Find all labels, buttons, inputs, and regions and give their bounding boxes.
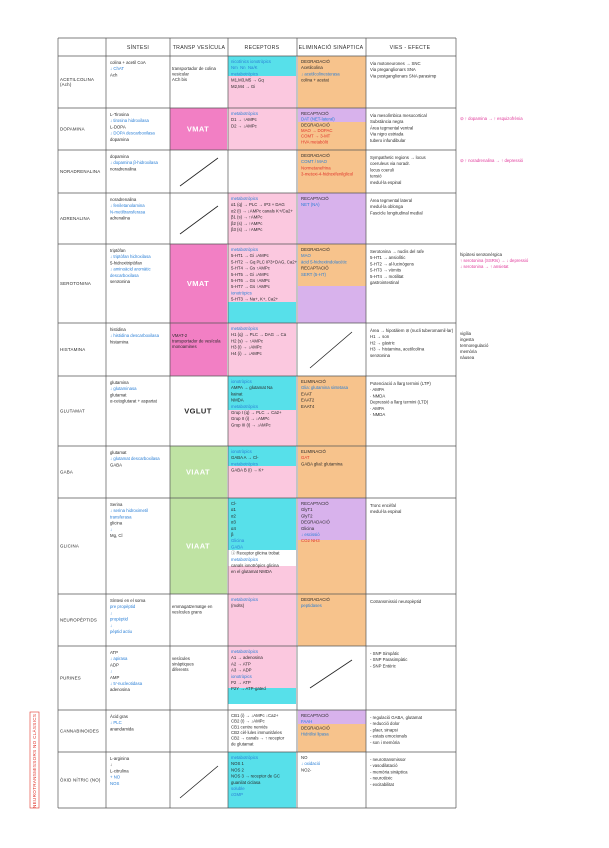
cell-line-notes: nàusea bbox=[460, 355, 475, 360]
transport-line: ACh bis bbox=[172, 76, 188, 82]
cell-line-receptors: Grup II (i) → ↓AMPc bbox=[231, 416, 270, 422]
cell-line-sintesi: propèptid bbox=[110, 616, 128, 622]
cell-line-effects: medul·la espinal bbox=[370, 179, 402, 185]
cell-line-notes: ⊘ ↑ dopamina → ↑ esquizofrènia bbox=[460, 116, 523, 121]
row-name: ACETILCOLINA bbox=[60, 76, 95, 82]
cell-line-elimination: Acetilcolina bbox=[301, 65, 323, 71]
cell-line-notes: memòria bbox=[460, 349, 477, 354]
cell-line-receptors: H1 (q) → PLC → DAG → Ca bbox=[231, 332, 287, 338]
cell-line-receptors: 5-HT4 → Gs ↑AMPc bbox=[231, 265, 270, 271]
cell-line-effects: - regulació GABA, glutamat bbox=[370, 715, 423, 720]
transport-label: VGLUT bbox=[184, 406, 212, 416]
cell-line-effects: - son i memòria bbox=[370, 739, 400, 745]
cell-line-effects: Potenciació a llarg termini (LTP) bbox=[370, 381, 431, 386]
cell-line-elimination: DEGRADACIÓ bbox=[301, 519, 330, 525]
cell-line-sintesi: ↓ dopamina β-hidroxilasa bbox=[110, 160, 158, 166]
cell-line-elimination: CO2 NH3 bbox=[301, 538, 320, 544]
cell-line-effects: H1 → son bbox=[370, 334, 390, 340]
cell-line-effects: - vasodilatació bbox=[370, 763, 398, 769]
transport-line: vesicular bbox=[172, 71, 189, 77]
cell-line-effects: · NMDA bbox=[370, 412, 386, 417]
cell-line-receptors: α1 bbox=[231, 507, 236, 513]
cell-line-notes: ⊘ ↑ noradrenalina → ↑ depressió bbox=[460, 158, 524, 163]
cell-line-receptors: A2 → ATP bbox=[231, 661, 251, 667]
cell-line-effects: Àrea tegmental ventral bbox=[370, 125, 414, 131]
cell-line-effects: medul·la oblonga bbox=[370, 204, 403, 210]
cell-line-receptors: metabotròpics bbox=[231, 461, 258, 467]
cell-line-receptors: 5-HT3 → Na+, K+, Ca2+ bbox=[231, 296, 279, 302]
cell-line-sintesi: colina + acetil CoA bbox=[110, 60, 146, 65]
cell-line-sintesi: histidina bbox=[110, 327, 126, 332]
cell-line-elimination: GABA glial: glutamina bbox=[301, 461, 343, 467]
cell-line-receptors: CB1 (i) → ↓AMPc ↓Ca2+ bbox=[231, 713, 279, 718]
transport-line: diferents bbox=[172, 666, 189, 672]
cell-line-elimination: DEGRADACIÓ bbox=[301, 59, 330, 64]
transport-line: vesícules grans bbox=[172, 609, 202, 615]
cell-line-elimination: EAAT2 bbox=[301, 397, 315, 403]
cell-line-receptors: H3 (i) → ↓AMPc bbox=[231, 344, 262, 350]
cell-line-receptors: GABA A → Cl- bbox=[231, 455, 259, 461]
cell-line-sintesi: transferasa bbox=[110, 514, 132, 520]
row-name: HISTAMINA bbox=[60, 347, 86, 352]
cell-line-receptors: 5-HT5 → Gi ↓AMPc bbox=[231, 271, 269, 277]
cell-line-receptors: β1 (s) → ↑AMPc bbox=[231, 214, 263, 220]
cell-line-receptors: guanilat ciclasa bbox=[231, 779, 261, 785]
cell-line-notes: ingesta bbox=[460, 337, 474, 342]
row-name: GLICINA bbox=[60, 543, 79, 549]
cell-line-elimination: Hidròlisi lipasa bbox=[301, 731, 329, 737]
cell-line-effects: Serotonina → nuclis del rafe bbox=[370, 249, 424, 254]
cell-line-sintesi: ↓ triptòfan hidroxilasa bbox=[110, 254, 151, 260]
cell-line-receptors: 5-HT7 → Gs ↑AMPc bbox=[231, 284, 270, 290]
cell-line-sintesi: AMP bbox=[110, 674, 120, 680]
cell-line-sintesi: + NO bbox=[110, 774, 121, 780]
cell-line-receptors: 5-HT1 → Gi ↓AMPc bbox=[231, 253, 269, 259]
row-name: GABA bbox=[60, 469, 74, 475]
cell-line-effects: - SNP Parasimpàtic bbox=[370, 657, 408, 663]
cell-line-sintesi: pre propèptid bbox=[110, 604, 136, 610]
cell-line-elimination: MAO bbox=[301, 253, 311, 259]
cell-line-receptors: NOS 3 → receptor de GC bbox=[231, 773, 280, 779]
cell-line-sintesi: ↓ bbox=[110, 610, 113, 616]
cell-line-elimination: DEGRADACIÓ bbox=[301, 153, 330, 158]
cell-line-sintesi: dopamina bbox=[110, 136, 129, 142]
cell-line-elimination: ELIMINACIÓ bbox=[301, 449, 326, 454]
fill-5ht-receptor-ion bbox=[228, 302, 296, 323]
cell-line-sintesi: Mg, Cl bbox=[110, 533, 123, 538]
cell-line-notes: vigília bbox=[460, 331, 471, 336]
cell-line-elimination: RECAPTACIÓ bbox=[301, 111, 329, 116]
cell-line-receptors: α3 bbox=[231, 519, 236, 525]
cell-line-receptors: D1 → ↑AMPc bbox=[231, 117, 257, 123]
cell-line-sintesi: noradrenalina bbox=[110, 197, 137, 202]
cell-line-receptors: D2 → ↓AMPc bbox=[231, 123, 257, 129]
cell-line-receptors: soluble bbox=[231, 786, 245, 791]
cell-line-elimination: peptidases bbox=[301, 603, 322, 609]
cell-line-effects: - reducció dolor bbox=[370, 721, 400, 727]
cell-line-effects: · AMPA bbox=[370, 405, 385, 411]
cell-line-receptors: ionotròpics bbox=[231, 379, 252, 384]
cell-line-sintesi: descarboxilasa bbox=[110, 272, 139, 278]
transport-line: VMAT-2 bbox=[172, 333, 188, 338]
column-header: ELIMINACIÓ SINÀPTICA bbox=[298, 45, 364, 51]
cell-line-receptors: NOS 2 bbox=[231, 767, 244, 773]
cell-line-effects: Via preganglionars SNA bbox=[370, 67, 416, 73]
cell-line-effects: 5-HT4 → motilitat bbox=[370, 273, 404, 279]
row-name: ADRENALINA bbox=[60, 216, 91, 221]
cell-line-elimination: 3-metoxi-4-hidroxifenilglicol bbox=[301, 171, 354, 177]
cell-line-elimination: EAAT bbox=[301, 391, 312, 397]
cell-line-elimination: RECAPTACIÓ bbox=[301, 196, 329, 201]
cell-line-effects: Fascicle longitudinal medial bbox=[370, 210, 423, 216]
cell-line-elimination: RECAPTACIÓ bbox=[301, 265, 329, 271]
cell-line-receptors: A3 → ADP bbox=[231, 667, 252, 673]
cell-line-sintesi: triptòfan bbox=[110, 248, 126, 253]
cell-line-receptors: Glicina bbox=[231, 538, 245, 544]
cell-line-effects: - neurotòxic bbox=[370, 775, 393, 781]
cell-line-notes: termoregulació bbox=[460, 343, 489, 348]
cell-line-elimination: DAT (NET-lateral) bbox=[301, 116, 335, 122]
cell-line-receptors: canals ionotròpics glicina bbox=[231, 563, 279, 568]
cell-line-sintesi: ↓ PLC bbox=[110, 720, 122, 726]
cell-line-effects: Via nigro estriada bbox=[370, 131, 404, 137]
cell-line-receptors: α2 bbox=[231, 513, 236, 519]
cell-line-sintesi: anandamida bbox=[110, 726, 134, 732]
cell-line-sintesi: L-citrulina bbox=[110, 768, 129, 774]
cell-line-effects: tubero infundibular bbox=[370, 137, 406, 143]
cell-line-sintesi: ↓ glutamat descarboxilasa bbox=[110, 456, 160, 462]
cell-line-effects: Cotransmissió neuropèptid bbox=[370, 599, 422, 604]
cell-line-receptors: α1 (q) → PLC → IP3 + DAG bbox=[231, 202, 285, 208]
cell-line-receptors: metabotròpics bbox=[231, 755, 258, 760]
cell-line-notes: hipòtesi serotonèrgica bbox=[460, 252, 503, 257]
cell-line-elimination: ↓ acetilcolinesterasa bbox=[301, 71, 340, 77]
cell-line-receptors: cGMP bbox=[231, 792, 243, 798]
transport-line: vesícules bbox=[172, 656, 190, 661]
cell-line-receptors: H4 (i) → ↓AMPc bbox=[231, 350, 262, 356]
fill-his-vesicle bbox=[170, 323, 227, 376]
row-name: DOPAMINA bbox=[60, 126, 85, 132]
cell-line-receptors: GABA bbox=[231, 544, 243, 550]
column-header: SÍNTESI bbox=[126, 45, 150, 51]
cell-line-receptors: en el glutamat NMDA bbox=[231, 569, 272, 575]
cell-line-sintesi: α-cetoglutarat + aspartat bbox=[110, 398, 157, 404]
cell-line-sintesi: glutamat bbox=[110, 392, 127, 398]
cell-line-receptors: metabotròpics bbox=[231, 196, 258, 201]
cell-line-sintesi: NOS bbox=[110, 780, 120, 786]
cell-line-sintesi: ↓ tirosina hidroxilasa bbox=[110, 118, 149, 124]
row-name: ÒXID NÍTRIC (NO) bbox=[60, 777, 101, 783]
row-name: (Ach) bbox=[60, 82, 72, 88]
cell-line-receptors: M1,M3,M5 → Gq bbox=[231, 77, 264, 83]
cell-line-elimination: GlyT2 bbox=[301, 513, 313, 519]
cell-line-sintesi: ↓ feniletanolamina bbox=[110, 203, 145, 209]
cell-line-elimination: Glicina bbox=[301, 525, 315, 531]
cell-line-effects: Àrea → hipotàlem ⊘ (nucli tuberomamil·lar) bbox=[370, 328, 454, 333]
cell-line-receptors: 5-HT2 → Gq PLC IP3+DAG, Ca2+ bbox=[231, 259, 298, 265]
cell-line-effects: - estats emocionals bbox=[370, 733, 408, 739]
transport-label: VMAT bbox=[186, 124, 210, 134]
cell-line-receptors: Grup III (i) → ↓AMPc bbox=[231, 422, 271, 428]
cell-line-sintesi: GABA bbox=[110, 462, 122, 468]
cell-line-receptors: metabotròpics bbox=[231, 326, 258, 331]
cell-line-sintesi: ↓ glutaminasa bbox=[110, 386, 137, 392]
cell-line-sintesi: Serina bbox=[110, 502, 123, 507]
cell-line-receptors: Cl- bbox=[231, 501, 237, 506]
cell-line-sintesi: ↓ bbox=[110, 526, 113, 532]
cell-line-effects: gastrointestinal bbox=[370, 280, 399, 285]
side-label: NEUROTRANSMISSORS NO CLÀSSICS bbox=[32, 713, 37, 808]
cell-line-receptors: P2Y → ATP-gated bbox=[231, 686, 266, 692]
fill-gly-elim-deg bbox=[298, 540, 366, 594]
cell-line-receptors: ionotròpics bbox=[231, 290, 252, 296]
row-name: PURINES bbox=[60, 675, 81, 681]
cell-line-receptors: M2,M4 → Gi bbox=[231, 83, 256, 89]
cell-line-sintesi: L-DOPA bbox=[110, 124, 126, 130]
cell-line-elimination: FAAH bbox=[301, 719, 313, 725]
cell-line-notes: ↓ serotonina → ↑ ansietat bbox=[460, 264, 509, 269]
cell-line-receptors: AMPA → glutamat Na bbox=[231, 385, 273, 391]
cell-line-sintesi: ↓ bbox=[110, 668, 113, 674]
cell-line-effects: - plaer, sinapsi bbox=[370, 727, 398, 733]
cell-line-sintesi: ↓ ChAT bbox=[110, 66, 125, 72]
cell-line-elimination: SERT (5-HT) bbox=[301, 271, 326, 277]
cell-line-receptors: NMDA bbox=[231, 397, 244, 403]
cell-line-elimination: ELIMINACIÓ bbox=[301, 379, 326, 384]
cell-line-sintesi: ↓ apirasa bbox=[110, 656, 128, 662]
cell-line-receptors: P2 → ATP bbox=[231, 680, 251, 685]
cell-line-sintesi: ↓ aminoàcid aromàtic bbox=[110, 266, 151, 272]
cell-line-sintesi: ↓ serina hidroximetil bbox=[110, 508, 148, 514]
cell-line-sintesi: N-metiltransferasa bbox=[110, 209, 146, 215]
cell-line-elimination: DEGRADACIÓ bbox=[301, 725, 330, 731]
cell-line-sintesi: noradrenalina bbox=[110, 166, 137, 172]
cell-line-receptors: metabotròpics bbox=[231, 597, 258, 602]
transport-label: VIAAT bbox=[186, 541, 210, 551]
cell-line-sintesi: ADP bbox=[110, 662, 119, 668]
cell-line-sintesi: L-Tirosina bbox=[110, 112, 129, 117]
cell-line-receptors: ionotròpics bbox=[231, 449, 252, 454]
cell-line-sintesi: Àcid gras bbox=[110, 714, 128, 719]
cell-line-sintesi: ATP bbox=[110, 650, 119, 655]
cell-line-effects: 5-HT2 → al·lucinògens bbox=[370, 261, 414, 267]
row-name: GLUTAMAT bbox=[60, 408, 85, 414]
transport-line: monoamines bbox=[172, 343, 197, 349]
cell-line-receptors: metabotròpics bbox=[231, 247, 258, 252]
transport-line: sinàptiques bbox=[172, 661, 194, 667]
cell-line-sintesi: dopamina bbox=[110, 154, 129, 159]
cell-line-elimination: MAO → DOPAC bbox=[301, 128, 333, 133]
cell-line-receptors: nicotínics ionotròpics bbox=[231, 59, 271, 64]
cell-line-elimination: DEGRADACIÓ bbox=[301, 597, 330, 602]
cell-line-receptors: β3 (s) → ↑AMPc bbox=[231, 227, 263, 232]
cell-line-effects: coeruleus via noradr. bbox=[370, 161, 410, 167]
cell-line-receptors: GABA B (i) → K+ bbox=[231, 467, 264, 473]
cell-line-sintesi: Síntesi en el soma bbox=[110, 598, 146, 603]
cell-line-effects: H3 → histamina, acetilcolina bbox=[370, 346, 425, 352]
cell-line-notes: ↑ serotonina (SSRIs) → ↓ depressió bbox=[460, 258, 529, 263]
transport-label: VMAT bbox=[186, 279, 210, 288]
cell-line-elimination: COMT / MAO bbox=[301, 159, 327, 165]
cell-line-effects: Via mesolímbica mesocortical bbox=[370, 113, 427, 118]
cell-line-elimination: NET (NA) bbox=[301, 202, 320, 208]
cell-line-sintesi: pèptid actiu bbox=[110, 629, 132, 634]
cell-line-elimination: Normetanefrina bbox=[301, 165, 331, 171]
cell-line-receptors: metabotròpics bbox=[231, 111, 258, 116]
cell-line-effects: Substància negra bbox=[370, 119, 404, 125]
cell-line-effects: serotonina bbox=[370, 352, 391, 358]
cell-line-sintesi: 5-hidroxitriptòfan bbox=[110, 260, 143, 266]
cell-line-effects: locus coeruli bbox=[370, 167, 394, 173]
column-header: TRANSP VESÍCULA bbox=[172, 45, 226, 51]
cell-line-sintesi: Ach bbox=[110, 72, 118, 78]
cell-line-effects: - memòria sinàptica bbox=[370, 769, 408, 775]
transport-line: transportador de colina bbox=[172, 66, 216, 71]
cell-line-receptors: Grup I (q) → PLC → Ca2+ bbox=[231, 410, 282, 415]
transport-line: emmagatzematge en bbox=[172, 604, 213, 609]
cell-line-effects: - SNP Simpàtic bbox=[370, 651, 400, 656]
cell-line-receptors: de glutamat bbox=[231, 741, 254, 747]
cell-line-elimination: DEGRADACIÓ bbox=[301, 122, 330, 128]
cell-line-sintesi: ↓ bbox=[110, 622, 113, 628]
cell-line-elimination: NO2- bbox=[301, 767, 312, 773]
cell-line-receptors: CB2 → canals → ↑ receptor bbox=[231, 735, 285, 741]
row-name: SEROTONINA bbox=[60, 281, 91, 286]
cell-line-elimination: àcid 5-hidroxiindolacètic bbox=[301, 259, 347, 265]
cell-line-elimination: Glia: glutamina sintetasa bbox=[301, 385, 349, 391]
cell-line-receptors: (molts) bbox=[231, 603, 245, 609]
cell-line-effects: 5-HT3 → vòmits bbox=[370, 267, 402, 273]
cell-line-sintesi: ↓ DOPA descarboxilasa bbox=[110, 130, 155, 136]
cell-line-elimination: RECAPTACIÓ bbox=[301, 501, 329, 506]
cell-line-elimination: ↓ oxidació bbox=[301, 761, 321, 767]
cell-line-effects: H2 → gàstric bbox=[370, 340, 395, 346]
cell-line-receptors: CB2 cèl·lules immunitàries bbox=[231, 730, 282, 735]
cell-line-effects: 5-HT1 → ansiolític bbox=[370, 255, 406, 261]
cell-line-sintesi: glicina bbox=[110, 520, 123, 526]
cell-line-receptors: β2 (s) → ↑AMPc bbox=[231, 220, 263, 226]
cell-line-receptors: metabotròpics bbox=[231, 649, 258, 654]
cell-line-receptors: α4 bbox=[231, 525, 236, 531]
cell-line-sintesi: adrenalina bbox=[110, 215, 131, 221]
cell-line-elimination: NO bbox=[301, 755, 308, 760]
row-name: NEUROPÈPTIDS bbox=[60, 617, 98, 623]
cell-line-effects: tensió bbox=[370, 173, 382, 179]
cell-line-sintesi: L-arginina bbox=[110, 756, 130, 761]
cell-line-effects: Via postganglionars SNA parasimp bbox=[370, 73, 437, 79]
cell-line-receptors: β bbox=[231, 532, 234, 537]
fill-5ht-elim-reup bbox=[298, 286, 366, 323]
cell-line-receptors: 5-HT6 → Gs ↑AMPc bbox=[231, 278, 270, 283]
cell-line-effects: Via motoneurones → SNC bbox=[370, 61, 421, 66]
column-header: RECEPTORS bbox=[244, 45, 280, 51]
cell-line-elimination: RECAPTACIÓ bbox=[301, 713, 329, 718]
cell-line-sintesi: glutamina bbox=[110, 380, 129, 385]
cell-line-elimination: colina + acetat bbox=[301, 77, 329, 83]
cell-line-effects: Depressió a llarg termini (LTD) bbox=[370, 399, 429, 405]
cell-line-receptors: metabotròpics bbox=[231, 556, 258, 562]
cell-line-receptors: kainat bbox=[231, 391, 243, 397]
cell-line-sintesi: histamina bbox=[110, 339, 129, 345]
cell-line-effects: - neurotransmissor bbox=[370, 757, 406, 762]
cell-line-elimination: HVA metabòlit bbox=[301, 139, 328, 145]
cell-line-receptors: NOS 1 bbox=[231, 761, 244, 767]
cell-line-sintesi: glutamat bbox=[110, 450, 127, 455]
cell-line-receptors: metabotròpics bbox=[231, 71, 258, 77]
row-name: NORADRENALINA bbox=[60, 169, 101, 174]
cell-line-effects: - excitabilitat bbox=[370, 781, 394, 787]
cell-line-effects: - SNP Entèric bbox=[370, 663, 396, 669]
cell-line-receptors: A1 → adenosina bbox=[231, 655, 263, 661]
cell-line-effects: · AMPA bbox=[370, 387, 385, 393]
transport-line: transportador de vesícula bbox=[172, 338, 221, 344]
cell-line-elimination: COMT → 3-MT bbox=[301, 133, 331, 139]
cell-line-receptors: metabotròpics bbox=[231, 403, 258, 409]
cell-line-receptors: ⓘ Receptor glicina trobat bbox=[231, 550, 280, 556]
cell-line-receptors: α2 (i) → ↓AMPc canals K+/Ca2+ bbox=[231, 208, 293, 214]
transport-label: VIAAT bbox=[186, 467, 210, 477]
cell-line-receptors: Nm Nn Na/K bbox=[231, 65, 258, 71]
cell-line-elimination: ↓ escissió bbox=[301, 532, 320, 537]
cell-line-sintesi: serotonina bbox=[110, 279, 131, 284]
cell-line-sintesi: ↓ 5'-nucleotidasa bbox=[110, 681, 143, 686]
cell-line-elimination: EAAT4 bbox=[301, 403, 315, 409]
cell-line-receptors: CB1 centre nerviós bbox=[231, 724, 268, 730]
cell-line-elimination: GlyT1 bbox=[301, 507, 313, 513]
row-name: CANNABINOIDES bbox=[60, 728, 99, 734]
cell-line-effects: Tronc encèfal bbox=[370, 503, 396, 508]
cell-line-effects: Sympathetic regions → locus bbox=[370, 155, 426, 160]
cell-line-elimination: GAT bbox=[301, 455, 310, 461]
cell-line-effects: medul·la espinal bbox=[370, 509, 402, 515]
cell-line-effects: Àrea tegmental lateral bbox=[370, 198, 413, 203]
column-header: VIES - EFECTE bbox=[389, 45, 431, 51]
cell-line-receptors: CB2 (i) → ↓AMPc bbox=[231, 718, 265, 724]
cell-line-receptors: ionotròpics bbox=[231, 673, 252, 679]
cell-line-elimination: DEGRADACIÓ bbox=[301, 247, 330, 252]
cell-line-receptors: H2 (s) → ↑AMPc bbox=[231, 338, 263, 344]
cell-line-effects: · NMDA bbox=[370, 393, 386, 399]
cell-line-sintesi: adenosina bbox=[110, 687, 130, 693]
cell-line-sintesi: ↓ histidina descarboxilasa bbox=[110, 333, 159, 339]
cell-line-sintesi: ↓ bbox=[110, 762, 113, 768]
